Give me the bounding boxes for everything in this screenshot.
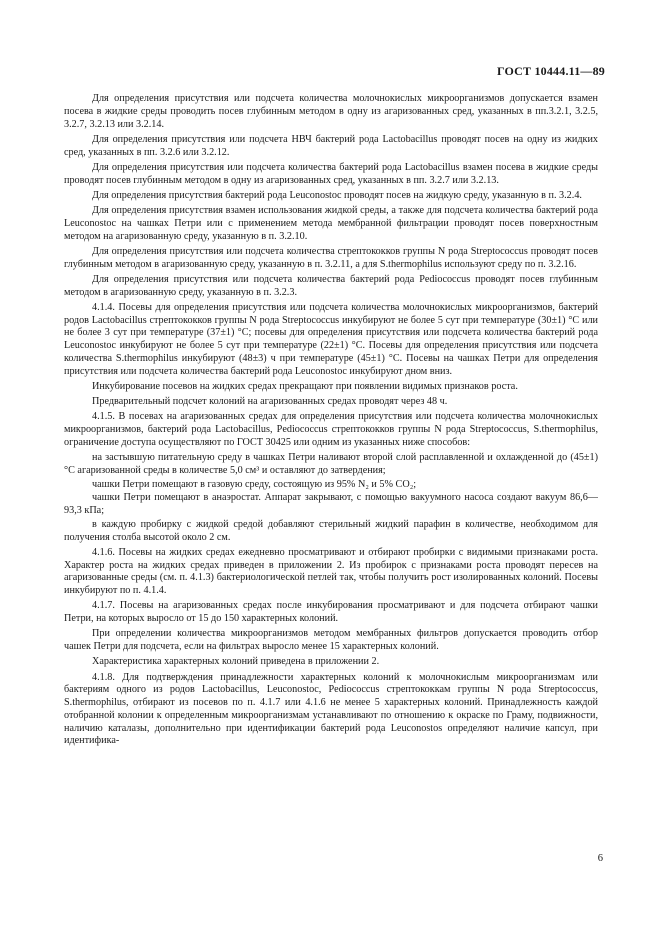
paragraph: Для определения присутствия взамен использования жидкой среды, а также для подсчета количества бактерий рода Leuconostoc на чашках Петри или с применением метода мембранной фильтрации проводят посев поверхностным методом на агаризованную среду, указанную в п. 3.2.10. (64, 205, 598, 242)
paragraph: в каждую пробирку с жидкой средой добавляют стерильный жидкий парафин в количестве, необходимом для получения столба высотой около 2 см. (64, 518, 598, 543)
paragraph: 4.1.5. В посевах на агаризованных средах для определения присутствия или подсчета количества молочнокислых микроорганизмов, бактерий рода Lactobacillus, Pediococcus стрептококков группы N рода Streptococcus, S.thermophilus, ограничение доступа осуществляют по ГОСТ 30425 или одним из указанных ниже способов: (64, 411, 598, 448)
paragraph: чашки Петри помещают в газовую среду, состоящую из 95% N₂ и 5% CO₂; (92, 478, 417, 490)
paragraph: 4.1.6. Посевы на жидких средах ежедневно просматривают и отбирают пробирки с видимыми признаками роста. Характер роста на жидких средах приведен в приложении 2. Из пробирок с признаками роста проводят пересев на агаризованные среды (см. п. 4.1.3) бактериологической петлей так, чтобы получить рост изолированных колоний. Посевы инкубируют по п. 4.1.4. (64, 546, 598, 596)
paragraph: Для определения присутствия или подсчета количества бактерий рода Lactobacillus взамен посева в жидкие среды проводят посев глубинным методом в одну из агаризованных сред, указанных в пп. 3.2.7 или 3.2.13. (64, 161, 598, 186)
document-body (64, 93, 598, 751)
paragraph: Предварительный подсчет колоний на агаризованных средах проводят через 48 ч. (92, 396, 448, 407)
paragraph: Для определения присутствия бактерий рода Leuconostoc проводят посев на жидкую среду, указанную в п. 3.2.4. (92, 189, 582, 201)
paragraph: Характеристика характерных колоний приведена в приложении 2. (92, 656, 380, 668)
document-header: ГОСТ 10444.11—89 (496, 64, 605, 78)
paragraph: чашки Петри помещают в анаэростат. Аппарат закрывают, с помощью вакуумного насоса создают вакуум 86,6—93,3 кПа; (64, 492, 598, 516)
paragraph: При определении количества микроорганизмов методом мембранных фильтров допускается проводить отбор чашек Петри для подсчета, если на фильтрах выросло менее 15 характерных колоний. (64, 628, 598, 652)
paragraph: 4.1.4. Посевы для определения присутствия или подсчета количества молочнокислых микроорганизмов, бактерий родов Lactobacillus стрептококков группы N рода Streptococcus инкубируют не более 5 сут при температуре (30±1) °С или не более 3 сут при температуре (37±1) °С; посевы для определения присутствия или подсчета количества бактерий рода Leuconostoc инкубируют не более 5 сут при температуре (22±1) °С. Посевы для определения присутствия или подсчета количества S.thermophilus инкубируют (48±3) ч при температуре (45±1) °С. Посевы на чашках Петри для определения присутствия или подсчета количества бактерий рода Leuconostoc инкубируют дном вниз. (64, 301, 598, 377)
paragraph: на застывшую питательную среду в чашках Петри наливают второй слой расплавленной и охлажденной до (45±1) °С агаризованной среды в количестве 5,0 см³ и оставляют до затвердения; (64, 452, 598, 476)
paragraph: Инкубирование посевов на жидких средах прекращают при появлении видимых признаков роста. (92, 380, 518, 392)
paragraph: Для определения присутствия или подсчета количества бактерий рода Pediococcus проводят посев глубинным методом в агаризованную среду, указанную в п. 3.2.3. (64, 273, 598, 298)
paragraph: 4.1.7. Посевы на агаризованных средах после инкубирования просматривают и для подсчета отбирают чашки Петри, на которых выросло от 15 до 150 характерных колоний. (64, 600, 598, 624)
paragraph: Для определения присутствия или подсчета НВЧ бактерий рода Lactobacillus проводят посев на одну из жидких сред, указанных в пп. 3.2.6 или 3.2.12. (64, 133, 598, 158)
page-number: 6 (597, 853, 603, 864)
paragraph: Для определения присутствия или подсчета количества молочнокислых микроорганизмов допускается взамен посева в жидкие среды проводить посев глубинным методом в одну из агаризованных сред, указанных в пп.3.2.1, 3.2.5, 3.2.7, 3.2.13 или 3.2.14. (64, 93, 598, 130)
paragraph: 4.1.8. Для подтверждения принадлежности характерных колоний к молочнокислым микроорганизмам или бактериям одного из родов Lactobacillus, Leuconostoc, Pediococcus стрептококкам группы N рода Streptococcus, S.thermophilus, отбирают из посевов по п. 4.1.7 или 4.1.6 не менее 5 характерных колоний. Принадлежность каждой отобранной колонии к определенным микроорганизмам устанавливают по отношению к окраске по Граму, подвижности, наличию каталазы, дополнительно при идентификации бактерий рода Leuconostos определяют наличие капсул, при идентифика- (64, 671, 598, 747)
paragraph: Для определения присутствия или подсчета количества стрептококков группы N рода Streptococcus проводят посев глубинным методом в агаризованную среду, указанную в п. 3.2.11, а для S.thermophilus используют среду по п. 3.2.16. (64, 245, 598, 270)
